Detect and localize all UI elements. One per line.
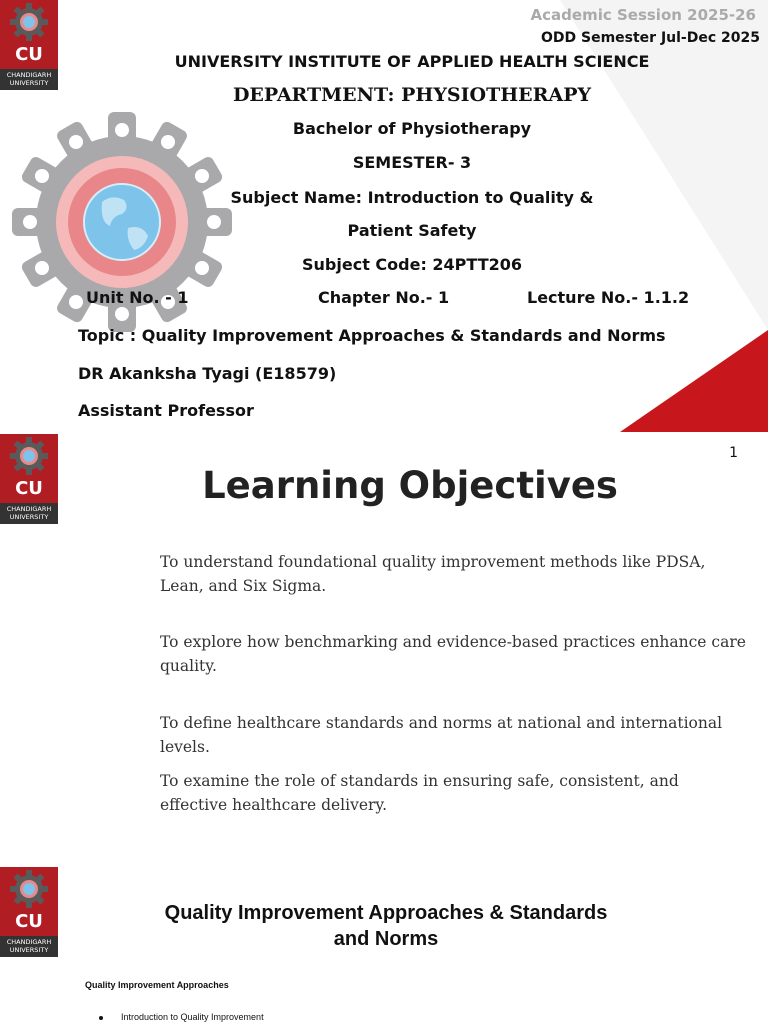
objective-item: To explore how benchmarking and evidence-based practices enhance care quality.	[160, 633, 746, 675]
logo-short-text: CU	[15, 44, 43, 65]
objective-item: To define healthcare standards and norms at national and international levels.	[160, 714, 723, 756]
subject-name-line2: Patient Safety	[347, 221, 477, 240]
objective-item: To understand foundational quality improvement methods like PDSA, Lean, and Six Sigma.	[160, 553, 706, 595]
lecture-number: Lecture No.- 1.1.2	[527, 288, 690, 307]
chapter-number: Chapter No.- 1	[318, 288, 450, 307]
program-name: Bachelor of Physiotherapy	[292, 119, 532, 138]
slide-title	[96, 900, 676, 952]
objectives-list	[160, 550, 746, 817]
bullet-item: Introduction to Quality Improvement	[121, 1012, 264, 1022]
logo-short-text: CU	[15, 911, 43, 932]
logo-university-name: CHANDIGARH UNIVERSITY	[0, 503, 58, 524]
slide-title-line2: and Norms	[333, 928, 439, 950]
slide-title: Learning Objectives	[202, 464, 618, 507]
subject-code: Subject Code: 24PTT206	[302, 255, 522, 274]
logo-university-name: CHANDIGARH UNIVERSITY	[0, 69, 58, 90]
semester: SEMESTER- 3	[352, 153, 472, 172]
logo-short-text: CU	[15, 478, 43, 499]
academic-session: Academic Session 2025-26	[530, 6, 756, 24]
section-heading: Quality Improvement Approaches	[85, 980, 229, 990]
bullet-icon	[99, 1016, 103, 1020]
title-slide	[0, 0, 768, 432]
institute-name: UNIVERSITY INSTITUTE OF APPLIED HEALTH SCIENCE	[174, 52, 650, 71]
bullet-list	[99, 1012, 264, 1022]
instructor-name: DR Akanksha Tyagi (E18579)	[78, 364, 337, 383]
university-logo-icon	[0, 0, 58, 90]
department-name: DEPARTMENT: PHYSIOTHERAPY	[232, 84, 592, 106]
semester-period: ODD Semester Jul-Dec 2025	[540, 30, 760, 46]
subject-name-line1: Subject Name: Introduction to Quality &	[230, 188, 594, 207]
red-corner-triangle	[620, 330, 768, 432]
objective-item: To examine the role of standards in ensuring safe, consistent, and effective healthcare delivery.	[160, 772, 679, 814]
learning-objectives-slide	[0, 432, 768, 864]
unit-number: Unit No. - 1	[86, 288, 189, 307]
designation: Assistant Professor	[78, 401, 254, 420]
content-slide	[0, 864, 768, 1024]
university-logo-icon	[0, 867, 58, 957]
logo-university-name: CHANDIGARH UNIVERSITY	[0, 936, 58, 957]
topic: Topic : Quality Improvement Approaches & Standards and Norms	[78, 326, 666, 345]
page-number: 1	[729, 445, 738, 461]
slide-title-line1: Quality Improvement Approaches & Standards	[164, 902, 608, 924]
